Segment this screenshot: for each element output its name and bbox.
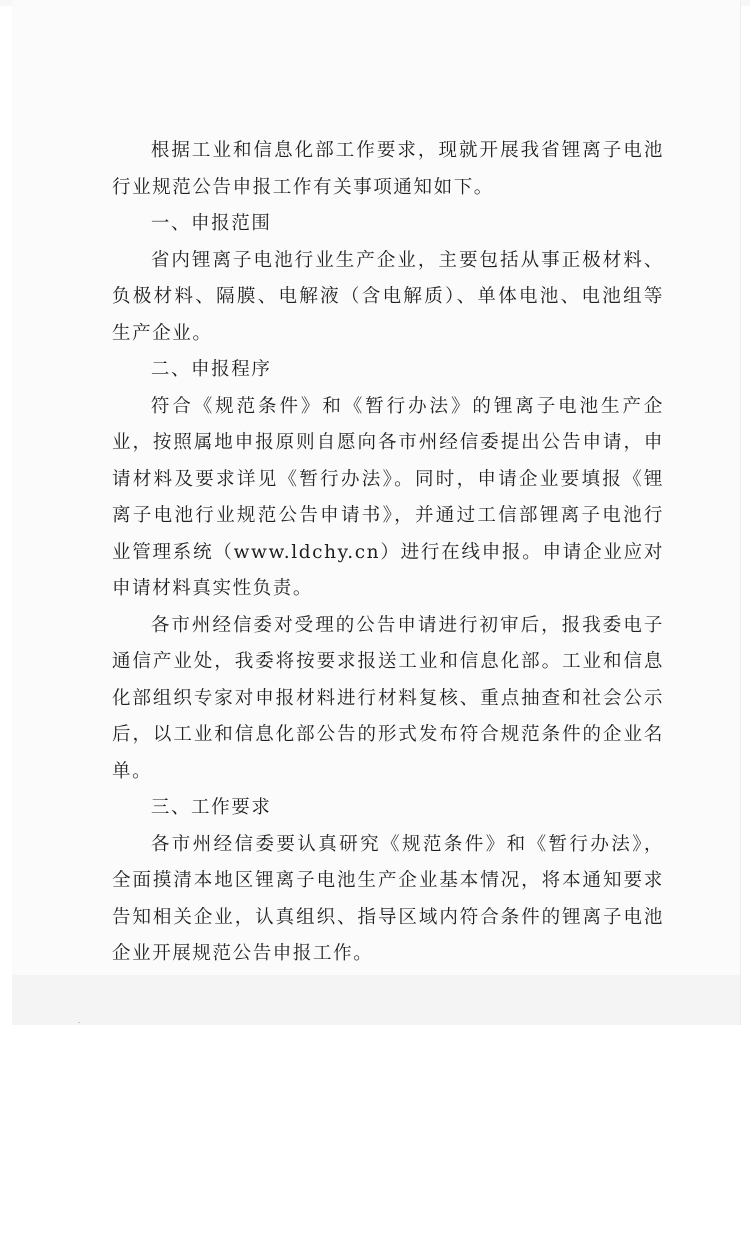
scope-paragraph: 省内锂离子电池行业生产企业，主要包括从事正极材料、负极材料、隔膜、电解液（含电解质）、单体电池、电池组等生产企业。 [112, 249, 664, 344]
section-heading-requirements: 三、工作要求 [150, 797, 272, 818]
document-body [112, 133, 664, 973]
scan-bottom-shadow [12, 975, 740, 1025]
requirements-paragraph: 各市州经信委要认真研究《规范条件》和《暂行办法》，全面摸清本地区锂离子电池生产企业基本情况，将本通知要求告知相关企业，认真组织、指导区域内符合条件的锂离子电池企业开展规范公告申报工作。 [112, 833, 664, 964]
scan-speck [78, 1022, 80, 1023]
procedure-paragraph-1: 符合《规范条件》和《暂行办法》的锂离子电池生产企业，按照属地申报原则自愿向各市州经信委提出公告申请，申请材料及要求详见《暂行办法》。同时，申请企业要填报《锂离子电池行业规范公告申请书》，并通过工信部锂离子电池行业管理系统（www.ldchy.cn）进行在线申报。申请企业应对申请材料真实性负责。 [112, 395, 664, 599]
section-heading-procedure: 二、申报程序 [150, 359, 272, 380]
section-heading-scope: 一、申报范围 [150, 213, 272, 234]
intro-paragraph: 根据工业和信息化部工作要求，现就开展我省锂离子电池行业规范公告申报工作有关事项通知如下。 [112, 140, 664, 198]
procedure-paragraph-2: 各市州经信委对受理的公告申请进行初审后，报我委电子通信产业处，我委将按要求报送工业和信息化部。工业和信息化部组织专家对申报材料进行材料复核、重点抽查和社会公示后，以工业和信息化部公告的形式发布符合规范条件的企业名单。 [112, 614, 664, 782]
